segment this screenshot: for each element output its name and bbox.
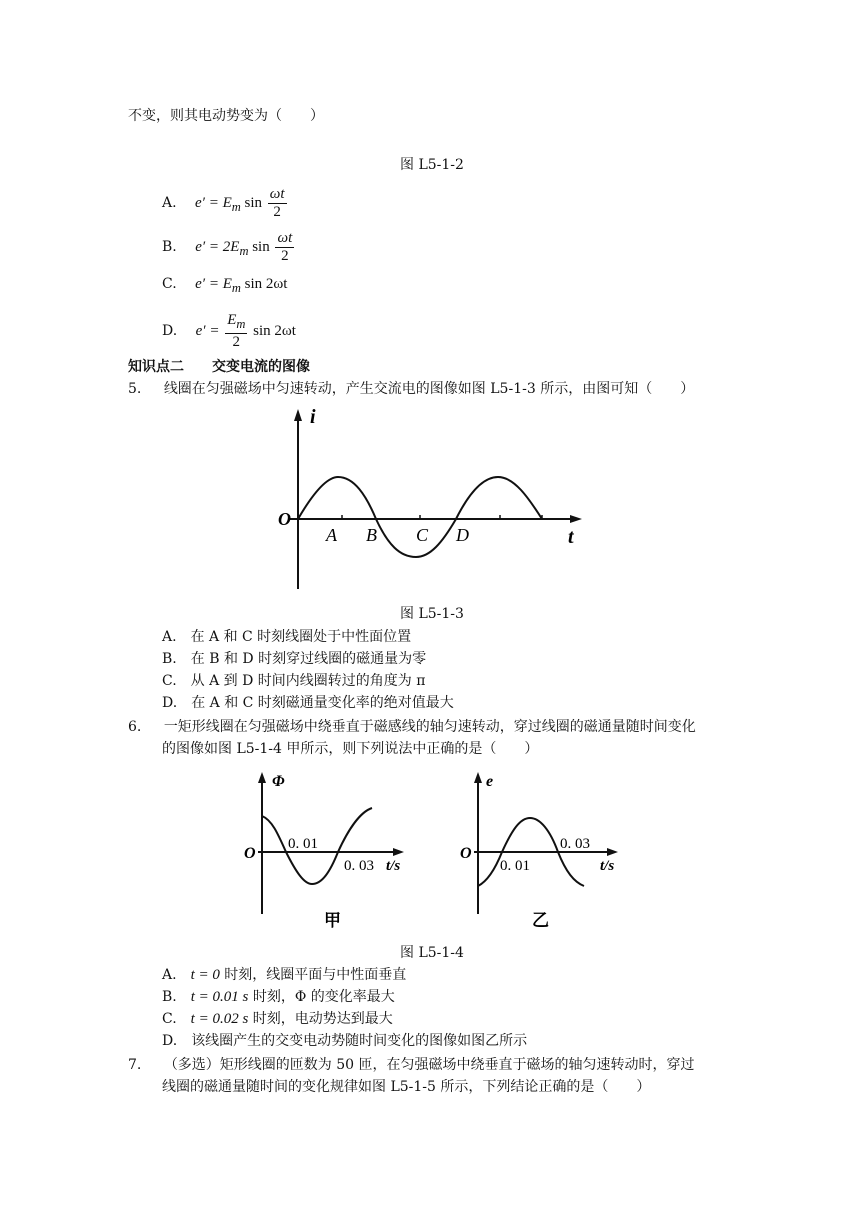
- formula-fn: sin 2ωt: [240, 276, 288, 292]
- option-math: t = 0.01 s: [190, 989, 249, 1005]
- point-label-a: A: [326, 525, 337, 545]
- q4-option-c[interactable]: [162, 276, 287, 296]
- question-text: 线圈在匀强磁场中匀速转动，产生交流电的图像如图 L5-1-3 所示，由图可知（ ）: [163, 381, 695, 397]
- origin-label: O: [244, 845, 256, 862]
- option-label: C.: [162, 276, 177, 292]
- formula-fn: sin: [248, 238, 274, 255]
- q6-stem-line2: 的图像如图 L5-1-4 甲所示，则下列说法中正确的是（ ）: [162, 741, 539, 757]
- option-label: C.: [162, 1011, 177, 1027]
- q6-option-a[interactable]: [162, 964, 406, 984]
- option-text: 从 A 到 D 时间内线圈转过的角度为 π: [190, 673, 426, 689]
- option-label: B.: [162, 238, 177, 255]
- option-text: 在 B 和 D 时刻穿过线圈的磁通量为零: [190, 651, 427, 667]
- q7-stem-line1: [128, 1054, 695, 1074]
- q6-stem-line1: [128, 716, 696, 736]
- option-text: 时刻，Φ 的变化率最大: [248, 989, 395, 1005]
- section-heading: 知识点二 交变电流的图像: [128, 359, 310, 375]
- q5-option-a[interactable]: [162, 626, 411, 646]
- option-math: t = 0: [190, 967, 220, 983]
- formula-sub: m: [236, 317, 246, 331]
- option-label: A.: [162, 629, 177, 645]
- point-label-d: D: [456, 525, 469, 545]
- fraction-denominator: 2: [281, 248, 289, 264]
- y-axis-label: e: [486, 773, 494, 790]
- x-axis-label: t/s: [386, 858, 401, 874]
- figure-l5-1-3: [270, 405, 590, 595]
- option-label: C.: [162, 673, 177, 689]
- option-text: 该线圈产生的交变电动势随时间变化的图像如图乙所示: [191, 1033, 528, 1049]
- q5-option-d[interactable]: [162, 692, 454, 712]
- option-label: D.: [162, 1033, 178, 1049]
- formula-lhs: e′ = 2: [195, 238, 231, 255]
- origin-label: O: [278, 509, 291, 529]
- question-number: 7.: [128, 1057, 142, 1073]
- tick-label-0-01: 0. 01: [288, 836, 318, 852]
- y-axis-label: i: [310, 406, 316, 428]
- figure-l5-1-4-jia: [238, 768, 418, 938]
- formula-lhs: e′ =: [195, 276, 223, 292]
- formula-sub: m: [231, 199, 241, 214]
- formula-lhs: e′ =: [195, 322, 224, 339]
- figure-caption-l5-1-4: 图 L5-1-4: [400, 945, 464, 961]
- tick-label-0-03: 0. 03: [344, 858, 374, 874]
- fraction-numerator: ωt: [269, 186, 285, 202]
- option-text: 时刻，电动势达到最大: [248, 1011, 393, 1027]
- q5-stem: [128, 378, 694, 398]
- question-number: 6.: [128, 719, 142, 735]
- formula-lhs: e′ =: [195, 194, 223, 211]
- point-label-b: B: [366, 525, 377, 545]
- formula-sub: m: [239, 243, 249, 258]
- fraction-numerator: ωt: [277, 230, 293, 246]
- point-label-c: C: [416, 525, 429, 545]
- q6-option-c[interactable]: [162, 1008, 393, 1028]
- option-label: B.: [162, 989, 177, 1005]
- option-text: 在 A 和 C 时刻磁通量变化率的绝对值最大: [191, 695, 454, 711]
- tick-label-0-03: 0. 03: [560, 836, 590, 852]
- figure-caption-l5-1-2: 图 L5-1-2: [400, 157, 464, 173]
- fraction-denominator: 2: [273, 204, 281, 220]
- origin-label: O: [460, 845, 472, 862]
- option-text: 时刻，线圈平面与中性面垂直: [219, 967, 407, 983]
- fraction-denominator: 2: [232, 334, 241, 350]
- q6-option-b[interactable]: [162, 986, 395, 1006]
- q5-option-c[interactable]: [162, 670, 425, 690]
- figure-caption-l5-1-3: 图 L5-1-3: [400, 606, 464, 622]
- option-label: D.: [162, 695, 178, 711]
- q6-option-d[interactable]: [162, 1030, 527, 1050]
- figure-name: 乙: [532, 911, 549, 930]
- x-axis-label: t/s: [600, 858, 615, 874]
- figure-l5-1-4-yi: [456, 768, 636, 938]
- formula-sub: m: [231, 281, 241, 295]
- formula-coef: E: [222, 276, 232, 292]
- option-text: 在 A 和 C 时刻线圈处于中性面位置: [190, 629, 412, 645]
- q5-option-b[interactable]: [162, 648, 426, 668]
- question-number: 5.: [128, 381, 142, 397]
- option-math: t = 0.02 s: [190, 1011, 249, 1027]
- q4-option-d[interactable]: [162, 312, 296, 351]
- q4-option-a[interactable]: [162, 186, 289, 221]
- formula-fn: sin: [240, 194, 266, 211]
- fraction-numerator: E: [227, 312, 237, 328]
- option-label: A.: [162, 967, 177, 983]
- option-label: D.: [162, 322, 178, 339]
- formula-coef: E: [222, 194, 232, 211]
- option-label: A.: [162, 194, 177, 211]
- x-axis-label: t: [568, 526, 574, 548]
- y-axis-label: Φ: [272, 773, 285, 790]
- formula-fn: sin 2ωt: [249, 322, 296, 339]
- continuation-line: 不变，则其电动势变为（ ）: [128, 108, 324, 124]
- figure-name: 甲: [324, 911, 341, 930]
- question-text: 一矩形线圈在匀强磁场中绕垂直于磁感线的轴匀速转动，穿过线圈的磁通量随时间变化: [163, 719, 696, 735]
- question-text: （多选）矩形线圈的匝数为 50 匝，在匀强磁场中绕垂直于磁场的轴匀速转动时，穿过: [163, 1057, 695, 1073]
- tick-label-0-01: 0. 01: [500, 858, 530, 874]
- q7-stem-line2: 线圈的磁通量随时间的变化规律如图 L5-1-5 所示，下列结论正确的是（ ）: [162, 1079, 651, 1095]
- q4-option-b[interactable]: [162, 230, 296, 265]
- formula-coef: E: [230, 238, 240, 255]
- option-label: B.: [162, 651, 177, 667]
